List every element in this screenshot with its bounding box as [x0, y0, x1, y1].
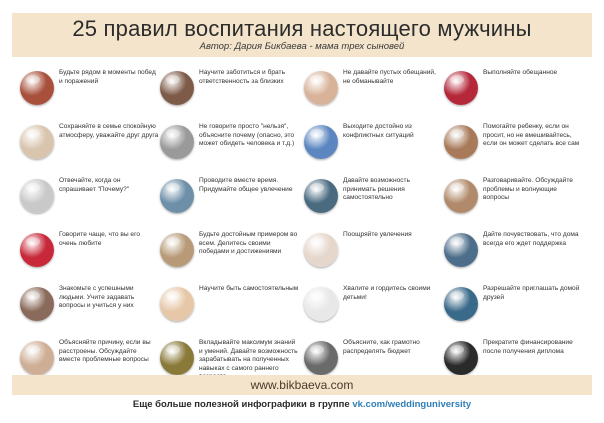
rule-text: Вкладывайте максимум знаний и умений. Давайте возможность зарабатывать на полученных навыках с самого раннего: [199, 339, 298, 372]
person-arms-up-photo: [304, 125, 338, 159]
footer-band: [12, 375, 592, 395]
coins-photo: [304, 341, 338, 375]
rule-text: Будьте рядом в моменты побед и поражений: [59, 69, 156, 85]
rule-item: [160, 120, 298, 168]
graduation-cap-photo: [444, 341, 478, 375]
rule-text: Научите быть самостоятельным: [199, 285, 299, 292]
friends-photo: [444, 287, 478, 321]
father-son-photo: [160, 71, 194, 105]
rule-text: Не говорите просто "нельзя", объясните почему (опасно, это может обидеть человека и т.д.): [199, 123, 295, 148]
header-band: [12, 13, 592, 57]
rule-item: [304, 282, 442, 330]
rules-grid: [20, 66, 590, 372]
rule-text: Помогайте ребенку, если он просит, но не вмешивайтесь, если он может сделать все сам: [483, 123, 580, 148]
photo-highlight: [166, 183, 180, 192]
house-hands-photo: [444, 233, 478, 267]
promise-hands-photo: [304, 71, 338, 105]
helping-child-photo: [444, 125, 478, 159]
photo-highlight: [310, 345, 324, 354]
site-link[interactable]: www.bikbaeva.com: [250, 378, 354, 392]
hands-together-photo: [20, 341, 54, 375]
rule-item: [444, 174, 582, 222]
conversation-photo: [444, 179, 478, 213]
photo-highlight: [26, 183, 40, 192]
photo-highlight: [310, 237, 324, 246]
rule-item: [304, 228, 442, 276]
rule-item: [304, 66, 442, 114]
rule-text: Будьте достойным примером во всем. Делитесь своими победами и достижениями: [199, 231, 298, 256]
author-subtitle: Автор: Дария Бикбаева - мама трех сыновей: [199, 41, 405, 52]
gift-box-photo: [444, 71, 478, 105]
photo-highlight: [26, 129, 40, 138]
photo-highlight: [310, 291, 324, 300]
rule-item: [20, 228, 158, 276]
rule-item: [444, 120, 582, 168]
rule-item: [20, 120, 158, 168]
photo-highlight: [26, 237, 40, 246]
cta-text: Еще больше полезной инфографики в группе: [132, 399, 350, 410]
rule-text: Говорите чаще, что вы его очень любите: [59, 231, 141, 247]
rule-item: [160, 66, 298, 114]
rule-text: Разговаривайте. Обсуждайте проблемы и волнующие вопросы: [483, 177, 573, 202]
cable-plug-photo: [160, 125, 194, 159]
rule-text: Хвалите и гордитесь своими детьми!: [343, 285, 431, 301]
photo-highlight: [450, 75, 464, 84]
rule-text: Объясните, как грамотно распределять бюджет: [343, 339, 420, 355]
photo-highlight: [166, 291, 180, 300]
rule-item: [444, 282, 582, 330]
rule-text: Отвечайте, когда он спрашивает "Почему?": [59, 177, 130, 193]
photo-highlight: [450, 291, 464, 300]
rule-item: [20, 66, 158, 114]
photo-highlight: [166, 129, 180, 138]
rule-item: [444, 66, 582, 114]
photo-highlight: [310, 129, 324, 138]
photo-highlight: [450, 183, 464, 192]
photo-highlight: [310, 183, 324, 192]
red-figure-photo: [304, 287, 338, 321]
heart-photo: [20, 233, 54, 267]
rule-text: Прекратите финансирование после получения диплома: [483, 339, 573, 355]
photo-highlight: [26, 345, 40, 354]
rule-text: Объясняйте причину, если вы расстроены. Обсуждайте вместе проблемные вопросы: [59, 339, 151, 364]
rule-item: [160, 174, 298, 222]
photo-highlight: [166, 75, 180, 84]
photo-highlight: [450, 237, 464, 246]
classroom-photo: [160, 341, 194, 375]
praying-hands-photo: [160, 287, 194, 321]
rule-text: Знакомьте с успешными людьми. Учите задавать вопросы и учиться у них: [59, 285, 135, 310]
rule-item: [304, 174, 442, 222]
vk-group-link[interactable]: vk.com/weddinguniversity: [352, 399, 472, 410]
rule-item: [444, 228, 582, 276]
rule-text: Дайте почувствовать, что дома всегда его ждет поддержка: [483, 231, 579, 247]
rule-text: Давайте возможность принимать решения самостоятельно: [343, 177, 410, 202]
rule-text: Сохраняйте в семье спокойную атмосферу, уважайте друг друга: [59, 123, 159, 139]
rule-text: Выполняйте обещанное: [483, 69, 558, 76]
dandelion-heart-photo: [304, 233, 338, 267]
rule-text: Проводите вместе время. Придумайте общее увлечение: [199, 177, 293, 193]
rule-item: [160, 282, 298, 330]
rule-item: [304, 120, 442, 168]
group-cta: [0, 399, 604, 410]
crowd-photo: [20, 287, 54, 321]
rule-item: [20, 174, 158, 222]
rule-text: Не давайте пустых обещаний, не обманывайте: [343, 69, 436, 85]
photo-highlight: [26, 291, 40, 300]
photo-highlight: [310, 75, 324, 84]
photo-highlight: [166, 345, 180, 354]
rule-text: Научите заботиться и брать ответственность за близких: [199, 69, 285, 85]
dad-shoulders-photo: [160, 233, 194, 267]
rule-item: [20, 282, 158, 330]
family-hands-photo: [20, 125, 54, 159]
page-title: 25 правил воспитания настоящего мужчины: [72, 16, 532, 41]
rule-text: Выходите достойно из конфликтных ситуаций: [343, 123, 414, 139]
rule-item: [160, 228, 298, 276]
photo-highlight: [166, 237, 180, 246]
photo-highlight: [450, 345, 464, 354]
parent-child-photo: [20, 71, 54, 105]
photo-highlight: [450, 129, 464, 138]
rule-text: Поощряйте увлечения: [343, 231, 412, 238]
question-mark-photo: [20, 179, 54, 213]
books-photo: [304, 179, 338, 213]
swing-photo: [160, 179, 194, 213]
photo-highlight: [26, 75, 40, 84]
rule-text: Разрешайте приглашать домой друзей: [483, 285, 580, 301]
